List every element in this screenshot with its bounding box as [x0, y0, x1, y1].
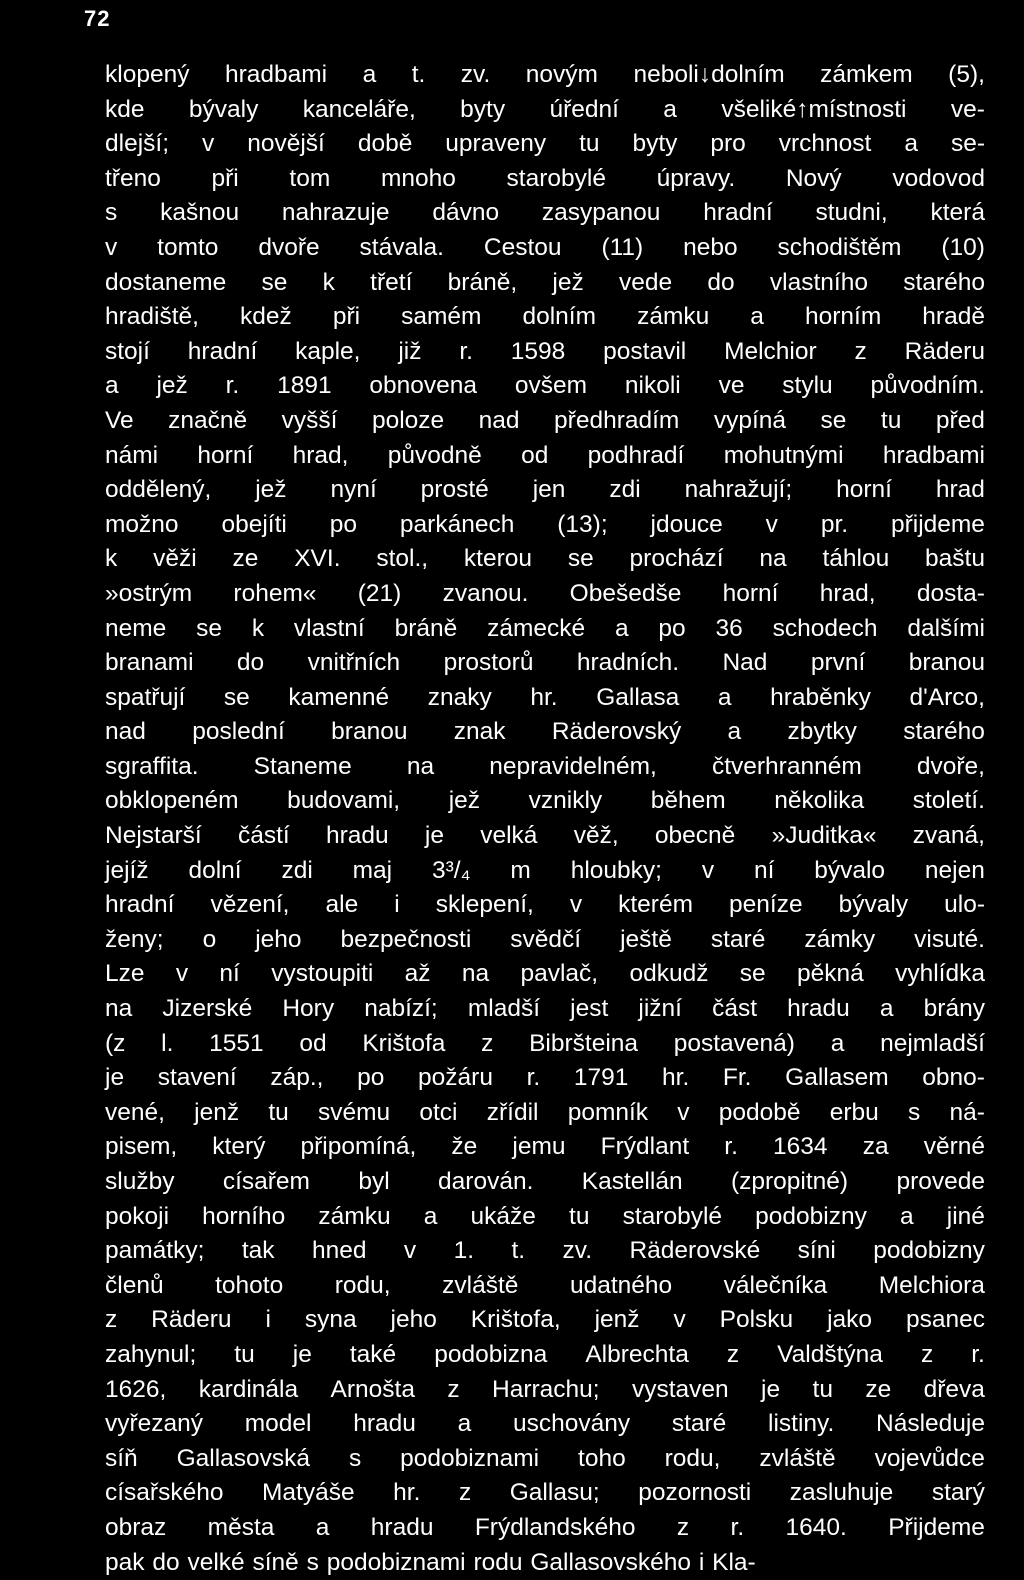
text-line: neme se k vlastní bráně zámecké a po 36 schodech dalšími: [105, 614, 985, 642]
text-line: námi horní hrad, původně od podhradí mohutnými hradbami: [105, 441, 985, 469]
text-line: »ostrým rohem« (21) zvanou. Obešedše horní hrad, dosta-: [105, 579, 985, 607]
text-line: k věži ze XVI. stol., kterou se prochází na táhlou baštu: [105, 545, 985, 573]
text-line: a jež r. 1891 obnovena ovšem nikoli ve stylu původním.: [105, 372, 985, 400]
text-line: pisem, který připomíná, že jemu Frýdlant r. 1634 za věrné: [105, 1133, 985, 1161]
text-line: císařského Matyáše hr. z Gallasu; pozornosti zasluhuje starý: [105, 1479, 985, 1507]
text-line: síň Gallasovská s podobiznami toho rodu, zvláště vojevůdce: [105, 1444, 985, 1472]
text-line: třeno při tom mnoho starobylé úpravy. Nový vodovod: [105, 164, 985, 192]
text-line: stojí hradní kaple, již r. 1598 postavil Melchior z Räderu: [105, 337, 985, 365]
text-line: nad poslední branou znak Räderovský a zbytky starého: [105, 718, 985, 746]
text-line: Lze v ní vystoupiti až na pavlač, odkudž se pěkná vyhlídka: [105, 960, 985, 988]
text-line: Nejstarší částí hradu je velká věž, obecně »Juditka« zvaná,: [105, 822, 985, 850]
text-line: jejíž dolní zdi maj 3³/₄ m hloubky; v ní bývalo nejen: [105, 856, 985, 884]
text-body: [105, 58, 985, 1580]
text-line: členů tohoto rodu, zvláště udatného válečníka Melchiora: [105, 1271, 985, 1299]
text-line: klopený hradbami a t. zv. novým neboli↓dolním zámkem (5),: [105, 61, 985, 88]
text-line: branami do vnitřních prostorů hradních. Nad první branou: [105, 649, 985, 677]
text-line: na Jizerské Hory nabízí; mladší jest jižní část hradu a brány: [105, 995, 985, 1023]
text-line: vené, jenž tu svému otci zřídil pomník v podobě erbu s ná-: [105, 1098, 985, 1126]
text-line: kde bývaly kanceláře, byty úřední a všeliké↑místnosti ve-: [105, 95, 985, 123]
text-line: zahynul; tu je také podobizna Albrechta z Valdštýna z r.: [105, 1340, 985, 1368]
text-line: v tomto dvoře stávala. Cestou (11) nebo schodištěm (10): [105, 233, 985, 261]
text-line: Ve značně vyšší poloze nad předhradím vypíná se tu před: [105, 406, 985, 434]
text-line: dostaneme se k třetí bráně, jež vede do vlastního starého: [105, 268, 985, 296]
text-line: s kašnou nahrazuje dávno zasypanou hradní studni, která: [105, 199, 985, 227]
text-line: možno obejíti po parkánech (13); jdouce v pr. přijdeme: [105, 510, 985, 538]
text-line: 1626, kardinála Arnošta z Harrachu; vystaven je tu ze dřeva: [105, 1375, 985, 1403]
text-line: památky; tak hned v 1. t. zv. Räderovské síni podobizny: [105, 1237, 985, 1265]
text-line: pokoji horního zámku a ukáže tu starobylé podobizny a jiné: [105, 1202, 985, 1230]
text-line: hradní vězení, ale i sklepení, v kterém peníze bývaly ulo-: [105, 891, 985, 919]
text-line: vyřezaný model hradu a uschovány staré listiny. Následuje: [105, 1410, 985, 1438]
text-line: z Räderu i syna jeho Krištofa, jenž v Polsku jako psanec: [105, 1306, 985, 1334]
text-line: pak do velké síně s podobiznami rodu Gallasovského i Kla-: [105, 1548, 756, 1576]
text-line: oddělený, jež nyní prosté jen zdi nahražují; horní hrad: [105, 476, 985, 504]
page-number: 72: [84, 6, 111, 31]
text-line: služby císařem byl darován. Kastellán (zpropitné) provede: [105, 1168, 985, 1195]
text-line: hradiště, kdež při samém dolním zámku a horním hradě: [105, 303, 985, 331]
text-line: spatřují se kamenné znaky hr. Gallasa a hraběnky d'Arco,: [105, 683, 985, 711]
text-line: obraz města a hradu Frýdlandského z r. 1640. Přijdeme: [105, 1513, 985, 1541]
text-line: obklopeném budovami, jež vznikly během několika století.: [105, 787, 985, 815]
text-line: (z l. 1551 od Krištofa z Bibršteina postavená) a nejmladší: [105, 1029, 985, 1057]
text-line: je stavení záp., po požáru r. 1791 hr. Fr. Gallasem obno-: [105, 1064, 985, 1092]
text-line: dlejší; v novější době upraveny tu byty pro vrchnost a se-: [105, 130, 985, 158]
text-line: sgraffita. Staneme na nepravidelném, čtverhranném dvoře,: [105, 752, 985, 780]
text-line: ženy; o jeho bezpečnosti svědčí ještě staré zámky visuté.: [105, 925, 985, 953]
